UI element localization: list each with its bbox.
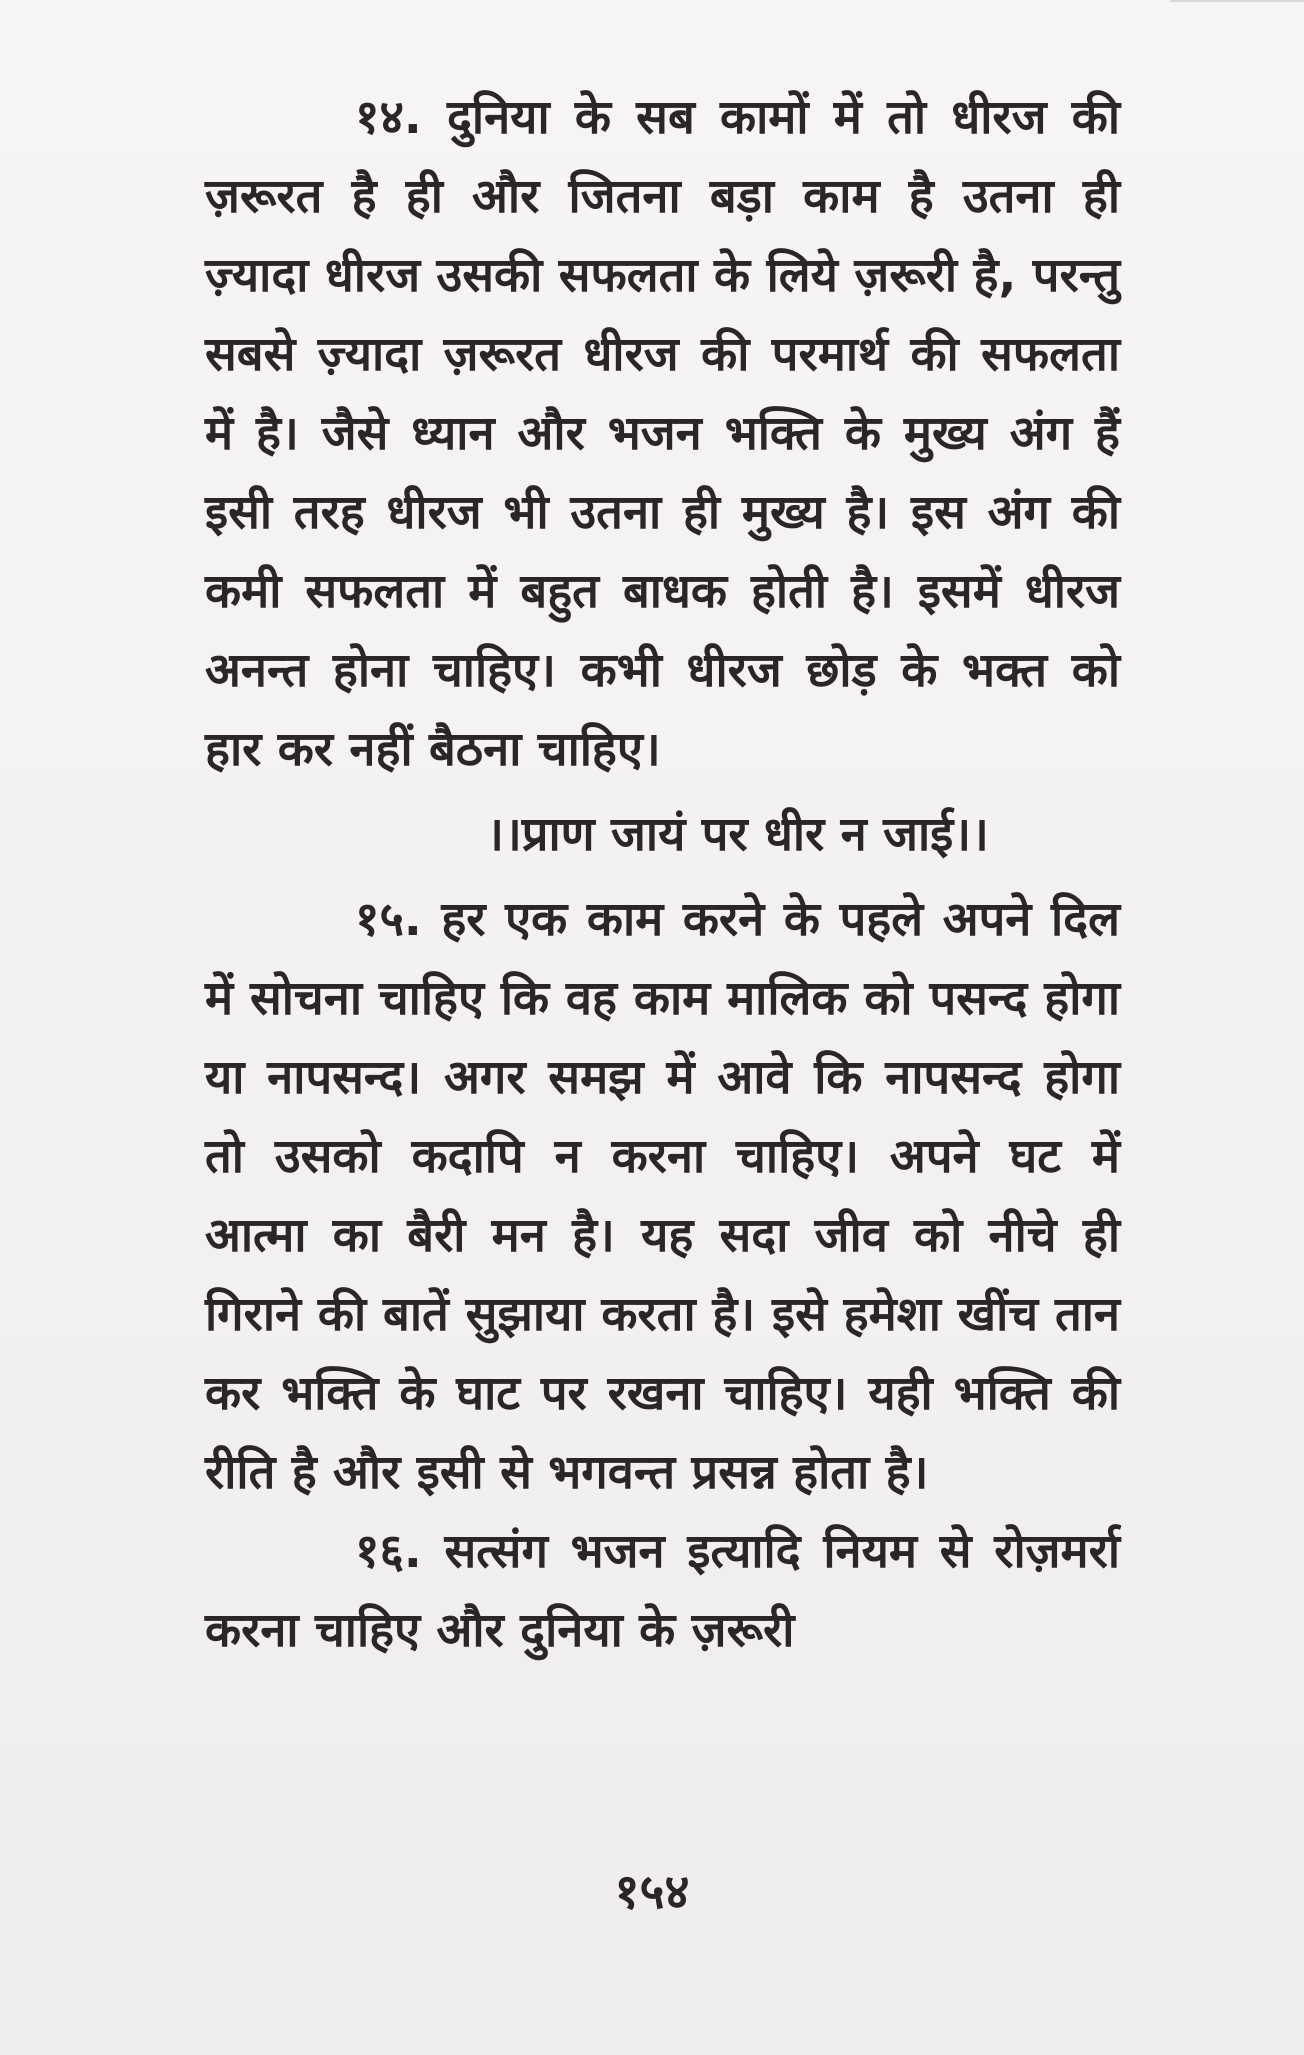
paragraph-15: १५. हर एक काम करने के पहले अपने दिल में सोचना चाहिए कि वह काम मालिक को पसन्द होगा या नापसन्द। अगर समझ में आवे कि नापसन्द होगा तो उसको कदापि न करना चाहिए। अपने घट में आत्मा का बैरी मन है। यह सदा जीव को नीचे ही गिराने की बातें सुझाया करता है। इसे हमेशा खींच तान कर भक्ति के घाट पर रखना चाहिए। यही भक्ति की रीति है और इसी से भगवन्त प्रसन्न होता है। [205, 892, 1120, 1500]
paragraph-14: १४. दुनिया के सब कामों में तो धीरज की ज़रूरत है ही और जितना बड़ा काम है उतना ही ज़्यादा धीरज उसकी सफलता के लिये ज़रूरी है, परन्तु सबसे ज़्यादा ज़रूरत धीरज की परमार्थ की सफलता में है। जैसे ध्यान और भजन भक्ति के मुख्य अंग हैं इसी तरह धीरज भी उतना ही मुख्य है। इस अंग की कमी सफलता में बहुत बाधक होती है। इसमें धीरज अनन्त होना चाहिए। कभी धीरज छोड़ के भक्त को हार कर नहीं बैठना चाहिए। [205, 90, 1120, 777]
paragraph-16: १६. सत्संग भजन इत्यादि नियम से रोज़मर्रा करना चाहिए और दुनिया के ज़रूरी [205, 1524, 1120, 1658]
page-edge-line [1170, 0, 1304, 2]
couplet-line: ।।प्राण जायं पर धीर न जाई।। [486, 807, 989, 862]
body-text [205, 78, 1120, 1670]
page-number: १५४ [614, 1864, 690, 1920]
